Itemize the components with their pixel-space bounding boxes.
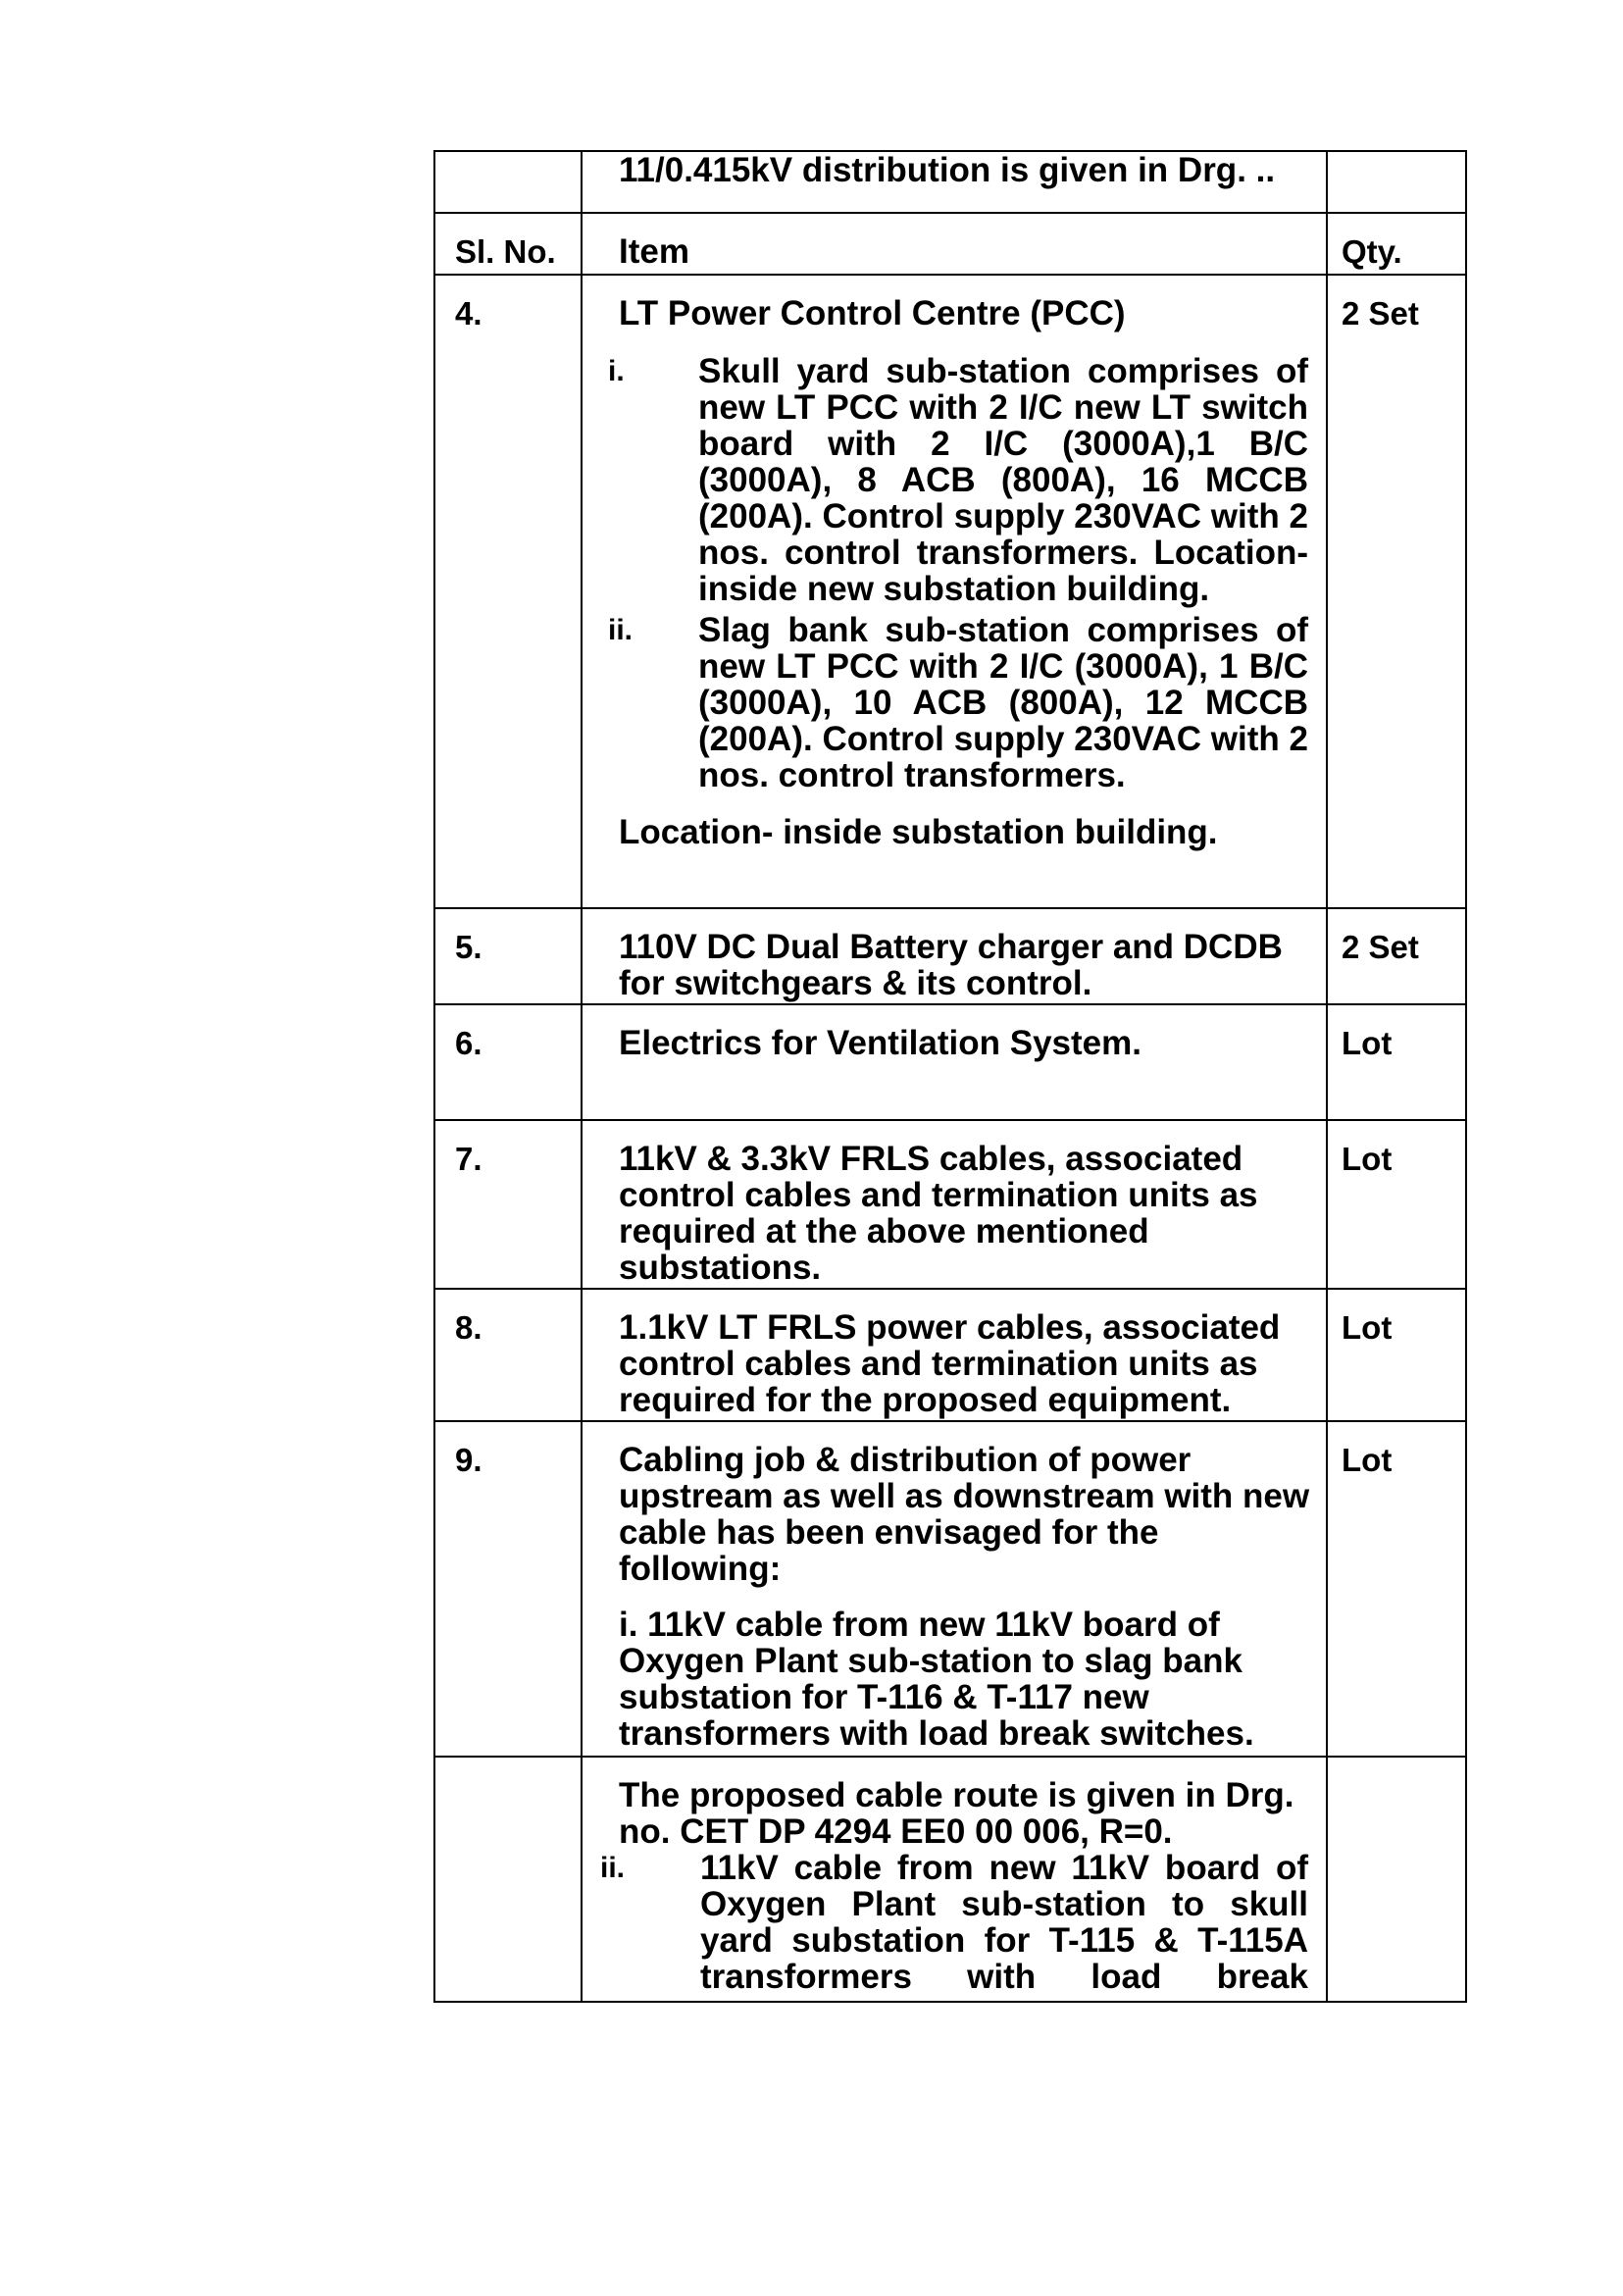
row-qty	[1327, 1757, 1466, 2002]
list-text: Slag bank sub-station comprises of new LT PCC with 2 I/C (3000A), 1 B/C (3000A), 10 ACB (800A), 12 MCCB (200A). Control supply 230VAC with 2 nos. control transformers.	[698, 611, 1308, 794]
table-row	[434, 1757, 1466, 2002]
row-sl: 4.	[434, 275, 582, 908]
top-note: 11/0.415kV distribution is given in Drg. ..	[619, 151, 1276, 189]
scope-table	[433, 150, 1467, 2003]
list-marker: ii.	[608, 614, 634, 646]
row-sl: 8.	[434, 1289, 582, 1421]
row-title: The proposed cable route is given in Drg. no. CET DP 4294 EE0 00 006, R=0.	[619, 1776, 1294, 1851]
row-sl: 6.	[434, 1004, 582, 1120]
row-qty: 2 Set	[1327, 275, 1466, 908]
table-row	[434, 275, 1466, 908]
list-item	[583, 353, 1326, 607]
table-row	[434, 908, 1466, 1004]
row-qty: 2 Set	[1327, 908, 1466, 1004]
table-row	[434, 1421, 1466, 1757]
row-qty: Lot	[1327, 1421, 1466, 1757]
row-para: i. 11kV cable from new 11kV board of Oxygen Plant sub-station to slag bank substation for T-116 & T-117 new transformers with load break switches.	[619, 1606, 1254, 1753]
list-text: Skull yard sub-station comprises of new LT PCC with 2 I/C new LT switch board with 2 I/C (3000A),1 B/C (3000A), 8 ACB (800A), 16 MCCB (200A). Control supply 230VAC with 2 nos. control transformers. Location- inside new substation building.	[698, 352, 1308, 608]
row-footer: Location- inside substation building.	[619, 813, 1218, 851]
cell-empty	[434, 151, 582, 213]
row-qty: Lot	[1327, 1289, 1466, 1421]
row-sl	[434, 1757, 582, 2002]
header-qty: Qty.	[1327, 213, 1466, 275]
table-row	[434, 1289, 1466, 1421]
header-sl: Sl. No.	[434, 213, 582, 275]
row-qty: Lot	[1327, 1120, 1466, 1289]
table-row	[434, 1120, 1466, 1289]
header-row	[434, 213, 1466, 275]
row-title: Electrics for Ventilation System.	[619, 1024, 1141, 1062]
row-qty: Lot	[1327, 1004, 1466, 1120]
row-title: 110V DC Dual Battery charger and DCDB for switchgears & its control.	[619, 928, 1283, 1002]
table-row	[434, 1004, 1466, 1120]
row-sl: 7.	[434, 1120, 582, 1289]
list-marker: i.	[608, 355, 625, 387]
cell-empty	[1327, 151, 1466, 213]
list-item	[583, 612, 1326, 793]
table-row	[434, 151, 1466, 213]
row-title: 11kV & 3.3kV FRLS cables, associated control cables and termination units as required at the above mentioned substations.	[619, 1140, 1258, 1287]
row-sl: 9.	[434, 1421, 582, 1757]
list-text: 11kV cable from new 11kV board of Oxygen Plant sub-station to skull yard substation for T-115 & T-115A transformers with load break	[700, 1849, 1308, 1996]
row-sl: 5.	[434, 908, 582, 1004]
row-title: 1.1kV LT FRLS power cables, associated control cables and termination units as required for the proposed equipment.	[619, 1308, 1281, 1419]
header-item: Item	[619, 232, 689, 271]
row-title: LT Power Control Centre (PCC)	[619, 294, 1126, 332]
list-marker: ii.	[600, 1852, 626, 1884]
row-title: Cabling job & distribution of power upstream as well as downstream with new cable has been envisaged for the following:	[619, 1441, 1310, 1588]
list-item	[583, 1850, 1326, 1995]
